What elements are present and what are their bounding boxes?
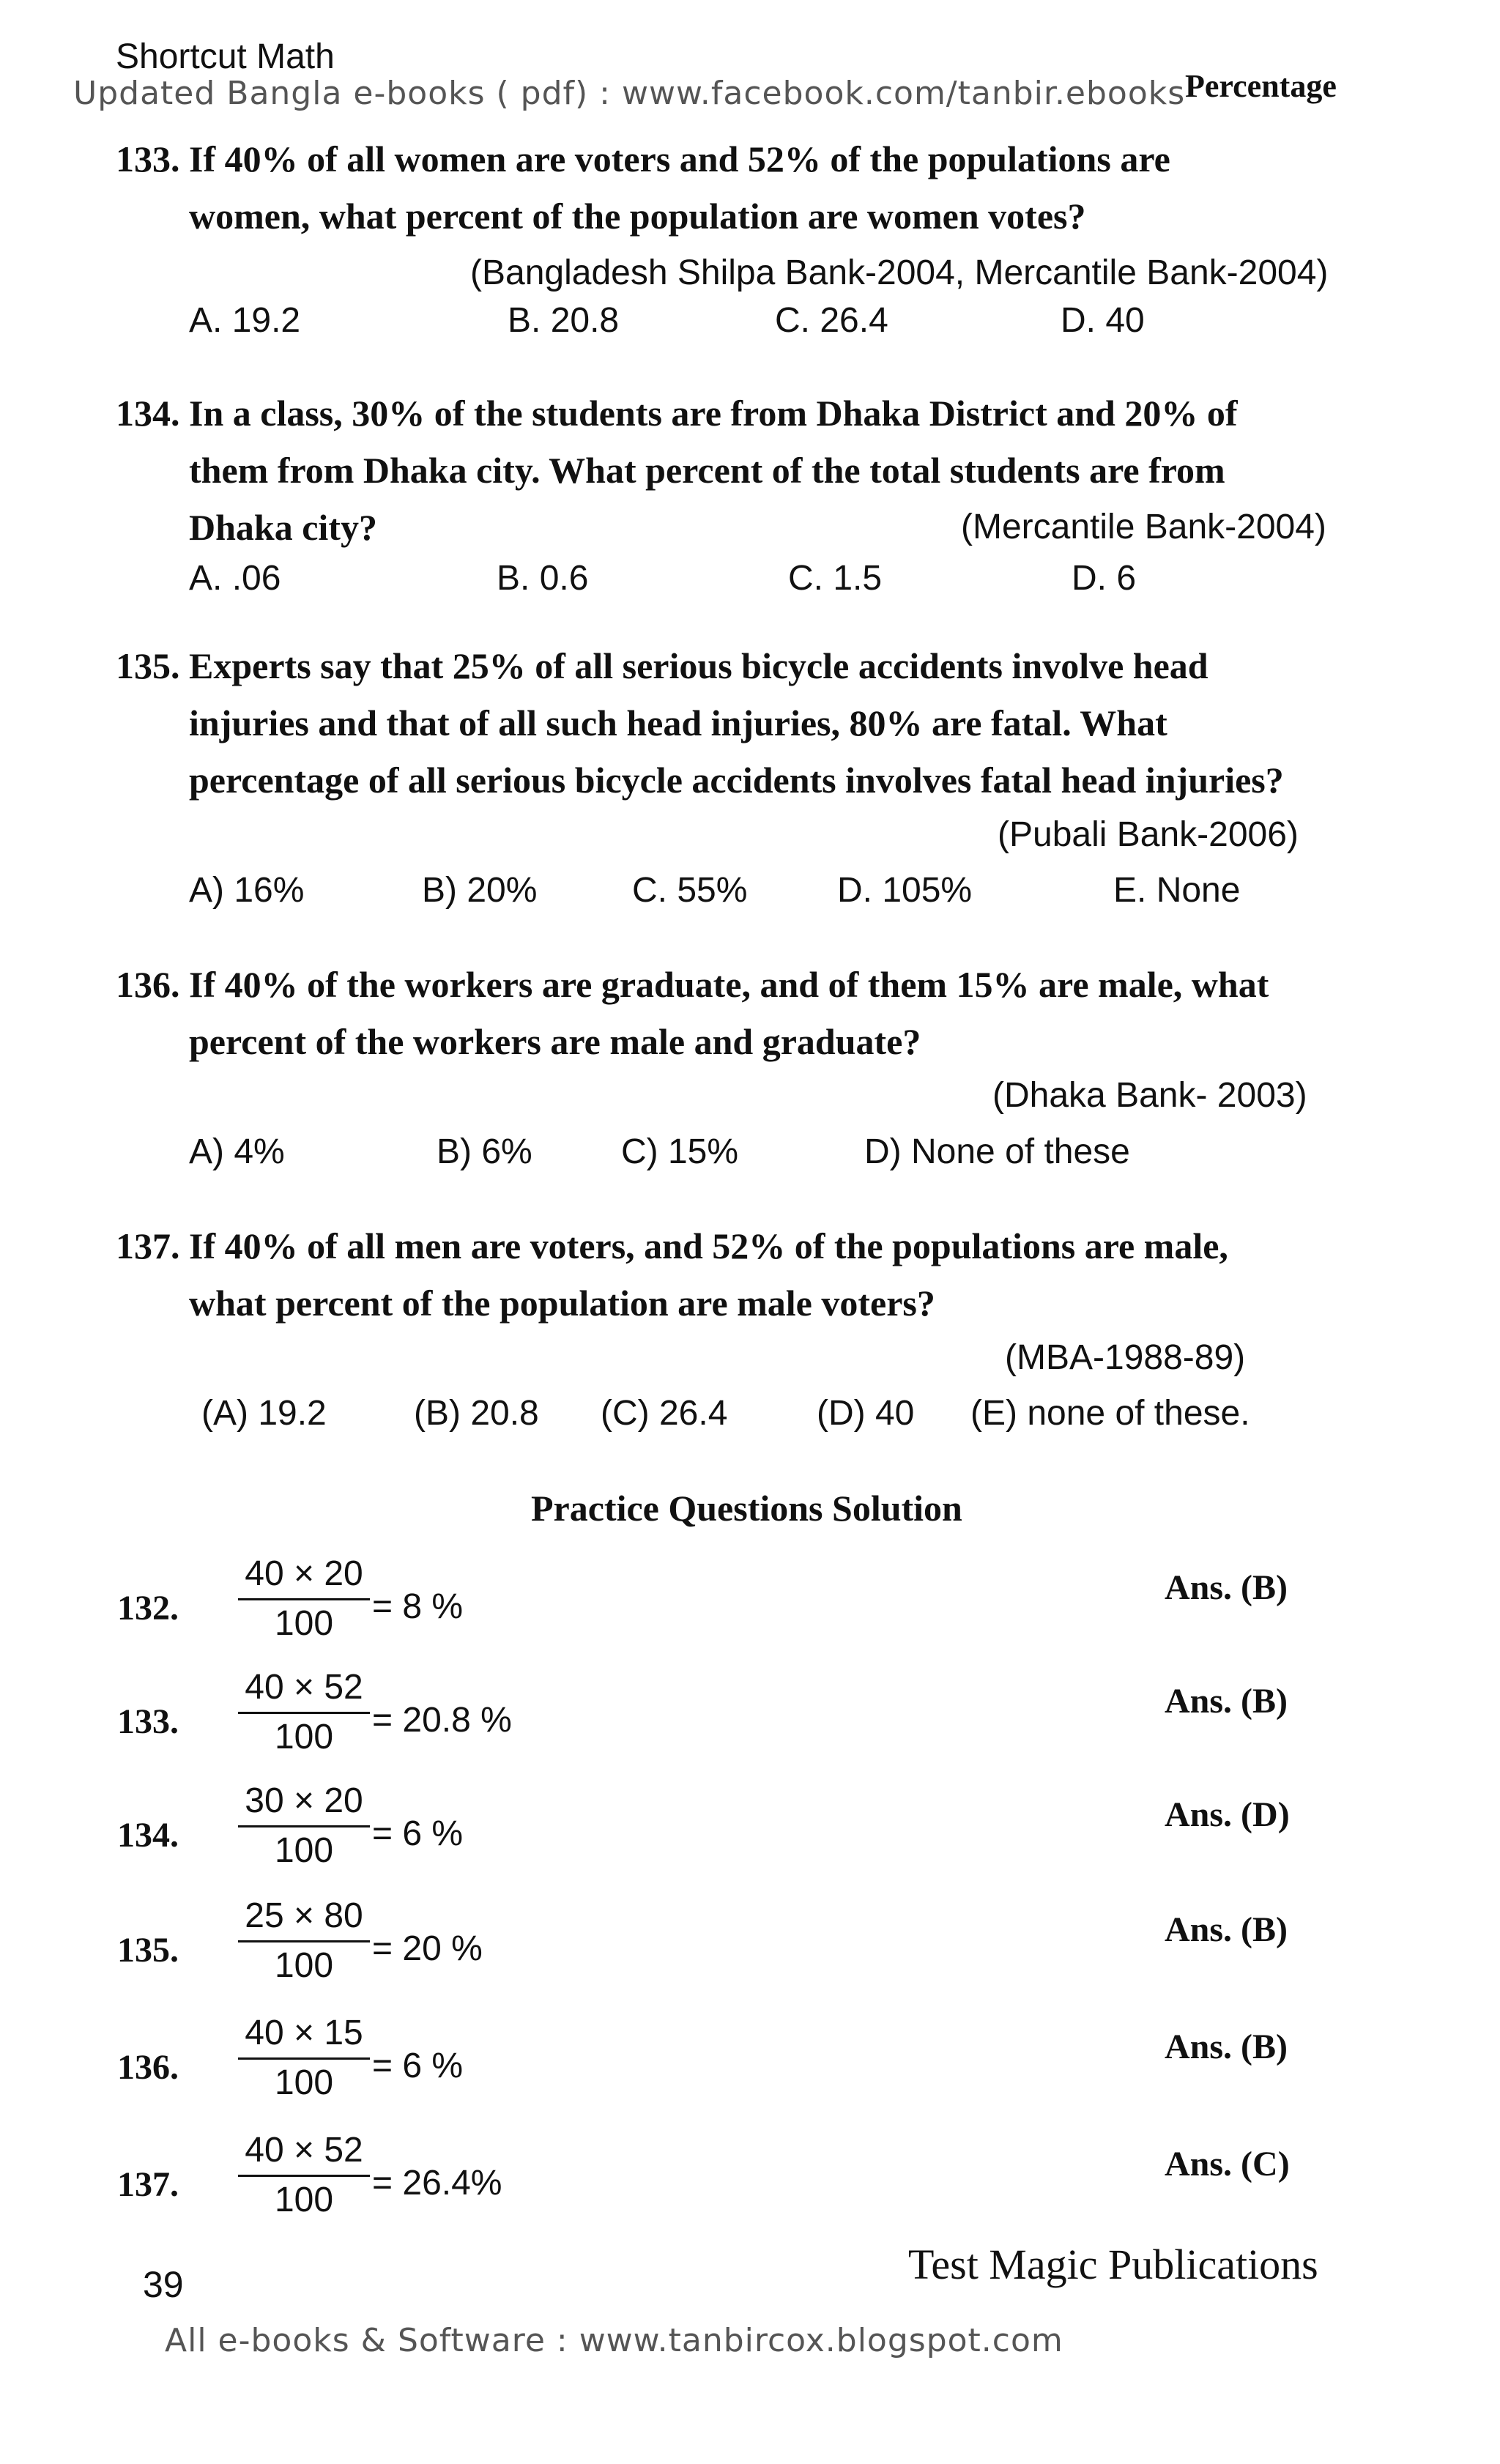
- fraction-denominator: 100: [274, 1718, 334, 1756]
- question-135: [116, 637, 1412, 809]
- option-d: D) None of these: [864, 1132, 1130, 1171]
- option-c: C. 1.5: [788, 559, 883, 598]
- fraction: [238, 1665, 370, 1759]
- book-title: Shortcut Math: [116, 37, 335, 76]
- question-text-line: women, what percent of the population are women votes?: [189, 196, 1086, 237]
- fraction-numerator: 40 × 15: [245, 2014, 363, 2052]
- question-source: (MBA-1988-89): [1005, 1338, 1246, 1377]
- question-text-line: If 40% of all men are voters, and 52% of the populations are male,: [189, 1225, 1228, 1266]
- solution-row: [117, 1893, 1318, 2003]
- question-number: 133.: [116, 138, 180, 179]
- solution-number: 134.: [117, 1816, 179, 1855]
- solution-answer: Ans. (B): [1165, 1910, 1288, 1949]
- option-d: D. 105%: [837, 871, 973, 910]
- solution-answer: Ans. (D): [1165, 1795, 1290, 1834]
- question-text-line: injuries and that of all such head injuries, 80% are fatal. What: [189, 702, 1167, 743]
- answer-options: [189, 870, 1500, 914]
- option-b: B) 20%: [422, 871, 538, 910]
- fraction-denominator: 100: [274, 2181, 334, 2219]
- question-text-line: percent of the workers are male and graduate?: [189, 1021, 921, 1062]
- answer-options: [189, 1132, 1500, 1176]
- fraction-bar: [238, 1712, 370, 1714]
- fraction-bar: [238, 1825, 370, 1827]
- fraction-numerator: 40 × 52: [245, 1668, 363, 1707]
- answer-options: [201, 1393, 1500, 1437]
- option-c: C. 26.4: [775, 301, 888, 340]
- fraction-numerator: 40 × 20: [245, 1554, 363, 1593]
- fraction-bar: [238, 2057, 370, 2060]
- solution-row: [117, 1778, 1318, 1888]
- solution-number: 136.: [117, 2048, 179, 2087]
- option-d: D. 6: [1072, 559, 1137, 598]
- solution-result: = 6 %: [372, 2046, 464, 2085]
- option-b: B) 6%: [437, 1132, 532, 1171]
- solution-number: 135.: [117, 1931, 179, 1970]
- question-137: [116, 1217, 1412, 1332]
- question-text-line: Dhaka city?: [189, 507, 377, 548]
- question-source: (Dhaka Bank- 2003): [992, 1076, 1307, 1115]
- option-e: (E) none of these.: [970, 1394, 1250, 1433]
- fraction-numerator: 25 × 80: [245, 1896, 363, 1935]
- answer-options: [189, 558, 1500, 602]
- question-source: (Bangladesh Shilpa Bank-2004, Mercantile Bank-2004): [470, 253, 1329, 292]
- solution-result: = 20.8 %: [372, 1701, 512, 1740]
- answer-options: [189, 300, 1500, 344]
- question-number: 136.: [116, 964, 180, 1005]
- solution-answer: Ans. (B): [1165, 1682, 1288, 1721]
- question-text-line: Experts say that 25% of all serious bicycle accidents involve head: [189, 645, 1208, 686]
- section-title: Percentage: [1185, 68, 1337, 104]
- solution-result: = 6 %: [372, 1814, 464, 1853]
- watermark-top: Updated Bangla e-books ( pdf) : www.facebook.com/tanbir.ebooks: [73, 75, 1186, 112]
- option-e: E. None: [1113, 871, 1241, 910]
- fraction: [238, 2011, 370, 2105]
- question-number: 137.: [116, 1225, 180, 1266]
- option-c: (C) 26.4: [601, 1394, 728, 1433]
- solution-number: 132.: [117, 1589, 179, 1628]
- fraction-denominator: 100: [274, 2063, 334, 2102]
- fraction-bar: [238, 2175, 370, 2177]
- solution-result: = 26.4%: [372, 2164, 502, 2203]
- question-136: [116, 956, 1412, 1070]
- question-number: 134.: [116, 393, 180, 434]
- solution-row: [117, 2128, 1318, 2238]
- solution-result: = 8 %: [372, 1587, 464, 1626]
- fraction: [238, 1893, 370, 1988]
- fraction-numerator: 40 × 52: [245, 2131, 363, 2170]
- fraction-denominator: 100: [274, 1604, 334, 1643]
- solution-row: [117, 1665, 1318, 1775]
- solution-row: [117, 1551, 1318, 1661]
- question-source: (Mercantile Bank-2004): [961, 508, 1326, 546]
- option-d: (D) 40: [817, 1394, 915, 1433]
- fraction: [238, 1551, 370, 1646]
- question-number: 135.: [116, 645, 180, 686]
- question-text-line: If 40% of all women are voters and 52% of the populations are: [189, 138, 1170, 179]
- option-b: B. 20.8: [508, 301, 620, 340]
- page-number: 39: [143, 2264, 184, 2305]
- question-text-line: In a class, 30% of the students are from Dhaka District and 20% of: [189, 393, 1238, 434]
- question-133: [116, 130, 1412, 245]
- question-text-line: what percent of the population are male voters?: [189, 1283, 935, 1324]
- fraction-numerator: 30 × 20: [245, 1781, 363, 1820]
- option-b: B. 0.6: [497, 559, 589, 598]
- option-c: C. 55%: [632, 871, 748, 910]
- publisher-name: Test Magic Publications: [908, 2241, 1318, 2288]
- solution-row: [117, 2011, 1318, 2120]
- solution-number: 137.: [117, 2165, 179, 2204]
- fraction-bar: [238, 1940, 370, 1942]
- fraction: [238, 1778, 370, 1873]
- question-source: (Pubali Bank-2006): [998, 815, 1299, 854]
- watermark-bottom: All e-books & Software : www.tanbircox.blogspot.com: [165, 2322, 1063, 2359]
- question-text-line: them from Dhaka city. What percent of the total students are from: [189, 450, 1225, 491]
- fraction-denominator: 100: [274, 1831, 334, 1870]
- fraction-denominator: 100: [274, 1946, 334, 1985]
- option-a: A) 4%: [189, 1132, 285, 1171]
- option-a: A) 16%: [189, 871, 305, 910]
- solution-answer: Ans. (B): [1165, 2027, 1288, 2066]
- solution-answer: Ans. (B): [1165, 1568, 1288, 1607]
- solution-number: 133.: [117, 1702, 179, 1741]
- option-c: C) 15%: [621, 1132, 739, 1171]
- option-a: A. 19.2: [189, 301, 301, 340]
- question-text-line: If 40% of the workers are graduate, and of them 15% are male, what: [189, 964, 1269, 1005]
- fraction: [238, 2128, 370, 2222]
- solution-answer: Ans. (C): [1165, 2145, 1290, 2183]
- option-a: (A) 19.2: [201, 1394, 327, 1433]
- solutions-title: Practice Questions Solution: [531, 1488, 962, 1529]
- option-d: D. 40: [1061, 301, 1145, 340]
- fraction-bar: [238, 1598, 370, 1600]
- option-a: A. .06: [189, 559, 281, 598]
- question-text-line: percentage of all serious bicycle accidents involves fatal head injuries?: [189, 760, 1284, 801]
- option-b: (B) 20.8: [414, 1394, 539, 1433]
- solution-result: = 20 %: [372, 1929, 483, 1968]
